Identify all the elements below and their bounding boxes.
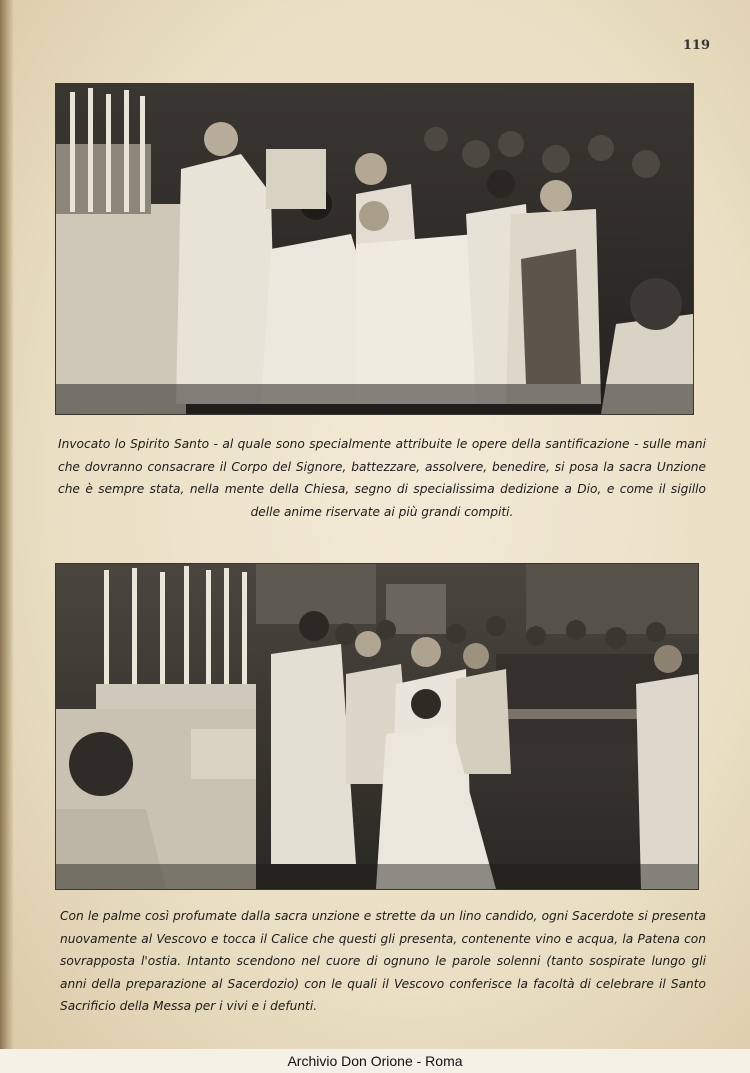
ordination-photo-bottom bbox=[56, 564, 698, 889]
page-number: 119 bbox=[682, 38, 710, 53]
archive-credit: Archivio Don Orione - Roma bbox=[287, 1053, 463, 1069]
caption-bottom: Con le palme così profumate dalla sacra unzione e strette da un lino candido, ogni Sacerdote si presenta nuovamente al Vescovo e tocca il Calice che questi gli presenta, contenente vino e acqua, la Patena con sovrapposta l'ostia. Intanto scendono nel cuore di ognuno le parole solenni (tanto sospirate lungo gli anni della preparazione al Sacerdozio) con le quali il Vescovo conferisce la facoltà di celebrare il Santo Sacrificio della Messa per i vivi e i defunti. bbox=[60, 909, 706, 1013]
caption-top: Invocato lo Spirito Santo - al quale sono specialmente attribuite le opere della santificazione - sulle mani che dovranno consacrare il Corpo del Signore, battezzare, assolvere, benedire, si posa la sacra Unzione che è sempre stata, nella mente della Chiesa, segno di specialissima dedizione a Dio, e come il sigillo delle anime riservate ai più grandi compiti. bbox=[58, 437, 706, 519]
chalice-scene-illustration bbox=[56, 564, 698, 889]
anointing-scene-illustration bbox=[56, 84, 693, 414]
archive-footer bbox=[0, 1049, 750, 1073]
ordination-photo-top bbox=[56, 84, 693, 414]
book-spine-shadow bbox=[0, 0, 14, 1073]
foreground-head bbox=[69, 732, 133, 796]
altar-cloth bbox=[56, 204, 186, 414]
